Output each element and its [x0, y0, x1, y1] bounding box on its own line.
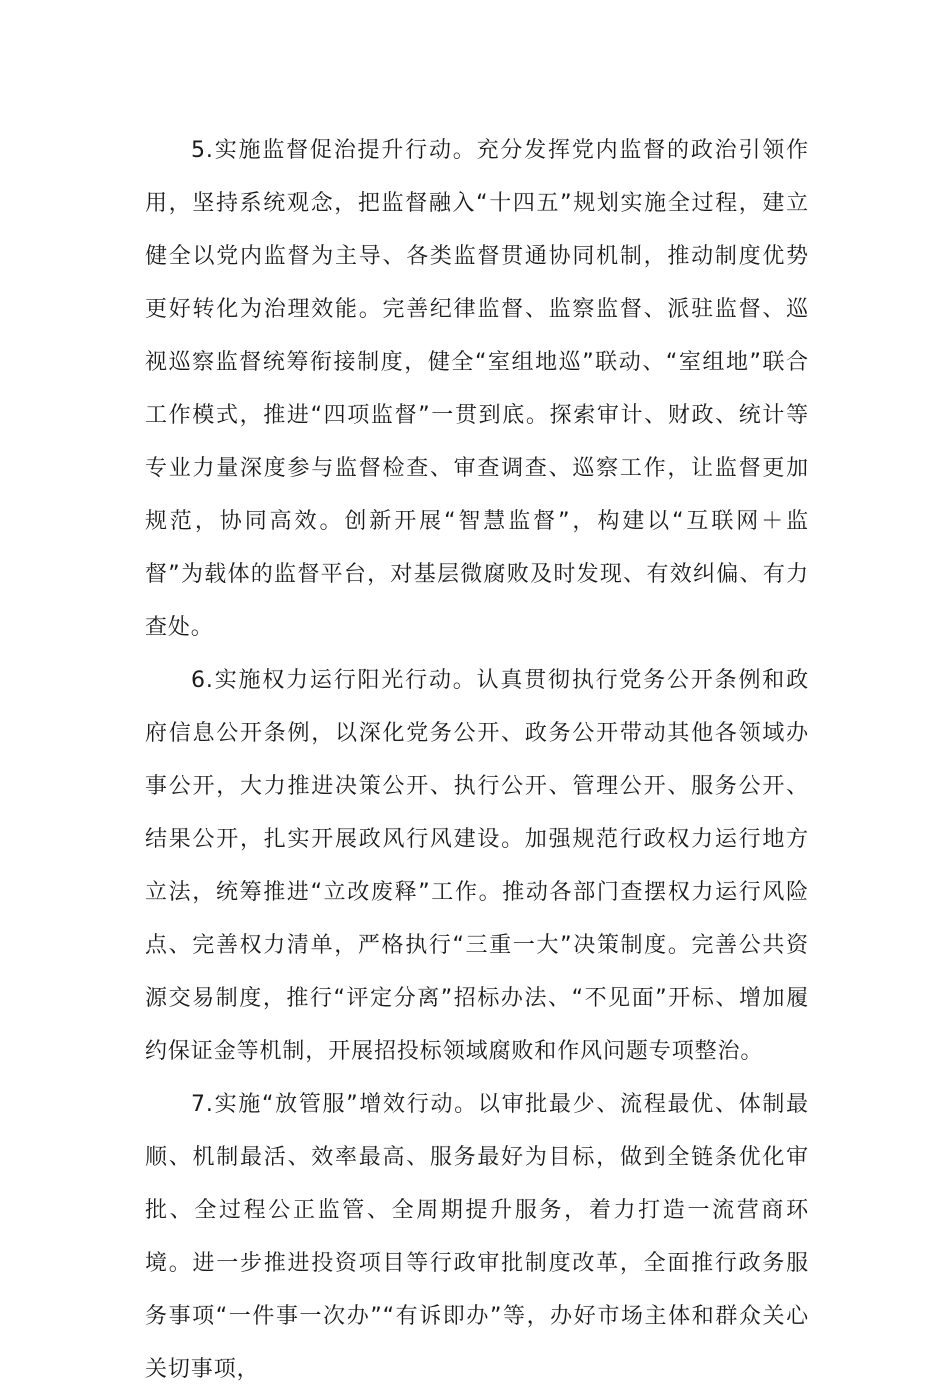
paragraph-item-7: 7.实施“放管服”增效行动。以审批最少、流程最优、体制最顺、机制最活、效率最高、服务最好为目标，做到全链条优化审批、全过程公正监管、全周期提升服务，着力打造一流营商环境。进一步推进投资项目等行政审批制度改革，全面推行政务服务事项“一件事一次办”“有诉即办”等，办好市场主体和群众关心关切事项，	[145, 1092, 809, 1382]
paragraph-item-6: 6.实施权力运行阳光行动。认真贯彻执行党务公开条例和政府信息公开条例，以深化党务公开、政务公开带动其他各领域办事公开，大力推进决策公开、执行公开、管理公开、服务公开、结果公开，扎实开展政风行风建设。加强规范行政权力运行地方立法，统筹推进“立改废释”工作。推动各部门查摆权力运行风险点、完善权力清单，严格执行“三重一大”决策制度。完善公共资源交易制度，推行“评定分离”招标办法、“不见面”开标、增加履约保证金等机制，开展招投标领域腐败和作风问题专项整治。	[145, 668, 809, 1064]
document-body	[145, 124, 809, 1396]
paragraph-item-5: 5.实施监督促治提升行动。充分发挥党内监督的政治引领作用，坚持系统观念，把监督融入“十四五”规划实施全过程，建立健全以党内监督为主导、各类监督贯通协同机制，推动制度优势更好转化为治理效能。完善纪律监督、监察监督、派驻监督、巡视巡察监督统筹衔接制度，健全“室组地巡”联动、“室组地”联合工作模式，推进“四项监督”一贯到底。探索审计、财政、统计等专业力量深度参与监督检查、审查调查、巡察工作，让监督更加规范，协同高效。创新开展“智慧监督”，构建以“互联网＋监督”为载体的监督平台，对基层微腐败及时发现、有效纠偏、有力查处。	[145, 138, 809, 640]
